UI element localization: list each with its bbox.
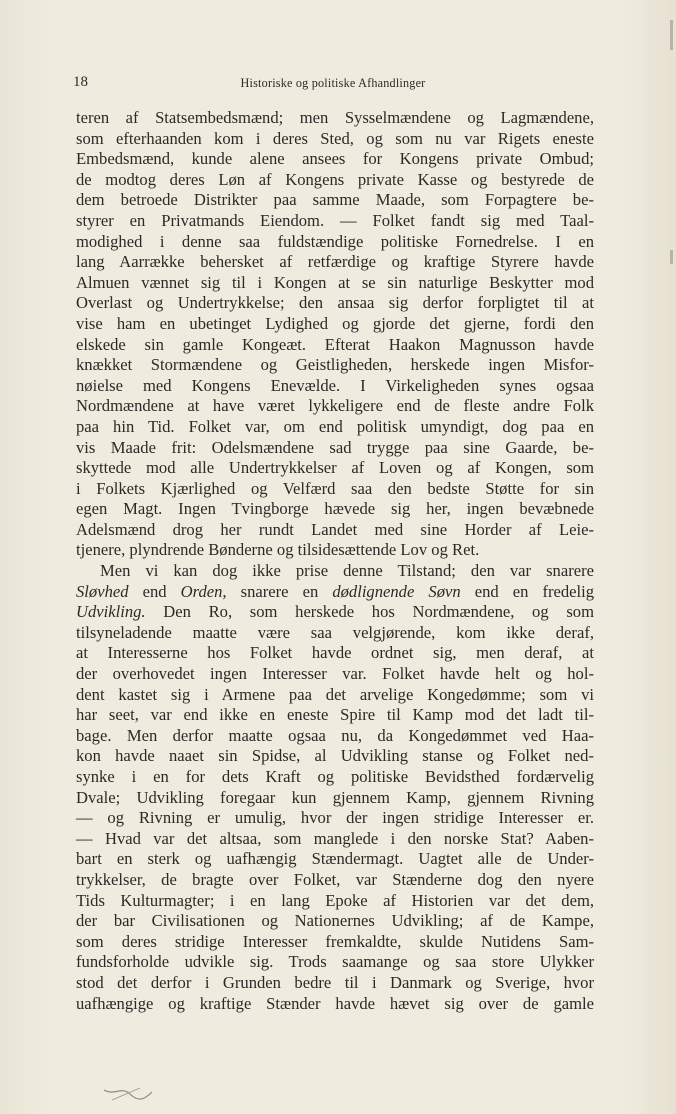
text-line: knækket Stormændene og Geistligheden, herskede ingen Misfor- [76, 355, 594, 375]
text-line: modighed i denne saa fuldstændige politiske Fornedrelse. I en [76, 231, 594, 251]
text-line: styrer en Privatmands Eiendom. — Folket fandt sig med Taal- [76, 210, 594, 230]
text-line: bart en sterk og uafhængig Stændermagt. Uagtet alle de Under- [76, 849, 594, 869]
text-line: elskede sin gamle Kongeæt. Efterat Haakon Magnusson havde [76, 334, 594, 354]
pencil-scribble-mark [100, 1080, 190, 1106]
text-line: trykkelser, de bragte over Folket, var Stænderne dog den nyere [76, 869, 594, 889]
text-line: som efterhaanden kom i deres Sted, og som nu var Rigets eneste [76, 128, 594, 148]
text-line: har seet, var end ikke en eneste Spire til Kamp mod det ladt til- [76, 705, 594, 725]
italic-udvikling: Udvikling. [76, 602, 146, 622]
mixed-italic-line [76, 582, 594, 603]
paragraph-start-line: Men vi kan dog ikke prise denne Tilstand; den var snarere [100, 561, 594, 581]
text-line: i Folkets Kjærlighed og Velfærd saa den bedste Støtte for sin [76, 478, 594, 498]
mixed-italic-line [76, 602, 594, 623]
text-line: Embedsmænd, kunde alene ansees for Kongens private Ombud; [76, 149, 594, 169]
text-line: kon havde naaet sin Spidse, al Udvikling stanse og Folket ned- [76, 746, 594, 766]
text-line: dent kastet sig i Armene paa det arvelige Kongedømme; som vi [76, 684, 594, 704]
text-line: som deres stridige Interesser fremkaldte, skulde Nutidens Sam- [76, 931, 594, 951]
body-text [76, 108, 594, 1014]
text-line: Almuen vænnet sig til i Kongen at se sin naturlige Beskytter mod [76, 272, 594, 292]
text-line: skyttede mod alle Undertrykkelser af Loven og af Kongen, som [76, 458, 594, 478]
text-line: nøielse med Kongens Enevælde. I Virkeligheden synes ogsaa [76, 375, 594, 395]
text-line: lang Aarrække behersket af retfærdige og kraftige Styrere havde [76, 252, 594, 272]
text-line: bage. Men derfor maatte ogsaa nu, da Kongedømmet ved Haa- [76, 725, 594, 745]
text-fragment: end [142, 581, 167, 601]
text-line: Overlast og Undertrykkelse; den ansaa sig derfor forpligtet til at [76, 293, 594, 313]
text-line: fundsforholde udvikle sig. Trods saamange og saa store Ulykker [76, 952, 594, 972]
italic-orden: Orden, [180, 581, 227, 601]
text-line: Nordmændene at have været lykkeligere end de fleste andre Folk [76, 396, 594, 416]
italic-dodlignende: dødlignende Søvn [332, 581, 461, 601]
text-line: tjenere, plyndrende Bønderne og tilsidesættende Lov og Ret. [76, 540, 480, 560]
page-header [73, 74, 593, 96]
text-line: egen Magt. Ingen Tvingborge hævede sig her, ingen bevæbnede [76, 499, 594, 519]
running-head: Historiske og politiske Afhandlinger [240, 76, 426, 90]
text-line: stod det derfor i Grunden bedre til i Danmark og Sverige, hvor [76, 972, 594, 992]
text-line: der bar Civilisationen og Nationernes Udvikling; af de Kampe, [76, 911, 594, 931]
text-line: — og Rivning er umulig, hvor der ingen stridige Interesser er. [76, 808, 594, 828]
text-line: Dvale; Udvikling foregaar kun gjennem Kamp, gjennem Rivning [76, 787, 594, 807]
text-line: uafhængige og kraftige Stænder havde hævet sig over de gamle [76, 993, 594, 1013]
italic-slovhed: Sløvhed [76, 581, 129, 601]
text-line: tilsyneladende maatte være saa velgjørende, kom ikke deraf, [76, 622, 594, 642]
text-line: der overhovedet ingen Interesser var. Folket havde helt og hol- [76, 664, 594, 684]
text-line: Tids Kulturmagter; i en lang Epoke af Historien var det dem, [76, 890, 594, 910]
text-line: paa hin Tid. Folket var, om end politisk umyndigt, dog paa en [76, 416, 594, 436]
text-line: Adelsmænd drog her rundt Landet med sine Horder af Leie- [76, 519, 594, 539]
text-line: de modtog deres Løn af Kongens private Kasse og bestyrede de [76, 169, 594, 189]
text-fragment: snarere en [240, 581, 319, 601]
page-number: 18 [73, 74, 88, 90]
text-line: at Interesserne hos Folket havde ordnet sig, men deraf, at [76, 643, 594, 663]
text-line: synke i en for dets Kraft og politiske Bevidsthed fordærvelig [76, 767, 594, 786]
text-line: vis Maade frit: Odelsmændene sad trygge paa sine Gaarde, be- [76, 437, 594, 457]
page-edge-mark [670, 20, 673, 50]
text-line: vise ham en ubetinget Lydighed og gjorde det gjerne, fordi den [76, 313, 594, 333]
text-fragment: Den Ro, som herskede hos Nordmændene, og som [163, 602, 594, 622]
text-line: — Hvad var det altsaa, som manglede i den norske Stat? Aaben- [76, 828, 594, 848]
text-fragment: end en fredelig [474, 581, 595, 601]
page-edge-mark [670, 250, 673, 264]
text-line: teren af Statsembedsmænd; men Sysselmændene og Lagmændene, [76, 108, 594, 127]
text-line: dem betroede Distrikter paa samme Maade, som Forpagtere be- [76, 190, 594, 210]
